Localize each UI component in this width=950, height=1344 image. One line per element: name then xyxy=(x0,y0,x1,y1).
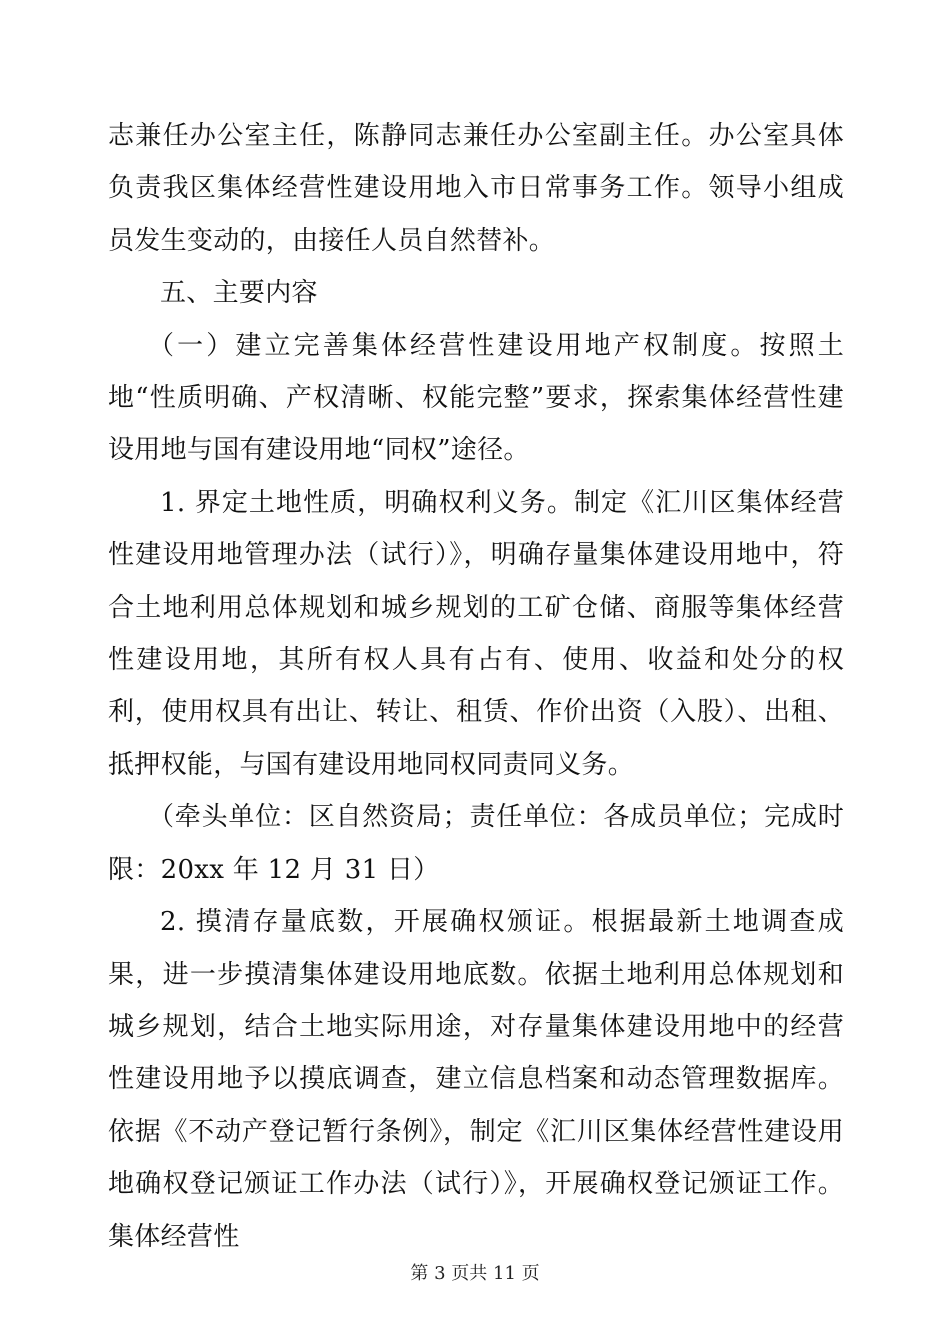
paragraph-item-1-land-nature: 1. 界定土地性质，明确权利义务。制定《汇川区集体经营性建设用地管理办法（试行）》，明确存量集体建设用地中，符合土地利用总体规划和城乡规划的工矿仓储、商服等集体经营性建设用地，其所有权人具有占有、使用、收益和处分的权利，使用权具有出让、转让、租赁、作价出资（入股）、出租、抵押权能，与国有建设用地同权同责同义务。 xyxy=(108,487,844,780)
document-body xyxy=(108,110,844,1263)
paragraph-office-continuation: 志兼任办公室主任，陈静同志兼任办公室副主任。办公室具体负责我区集体经营性建设用地入市日常事务工作。领导小组成员发生变动的，由接任人员自然替补。 xyxy=(108,121,844,256)
paragraph-item-1-responsibility: （牵头单位：区自然资局；责任单位：各成员单位；完成时限：20xx 年 12 月 31 日） xyxy=(108,802,844,885)
page-number-footer: 第 3 页共 11 页 xyxy=(410,1263,540,1284)
paragraph-item-2-stock-survey: 2. 摸清存量底数，开展确权颁证。根据最新土地调查成果，进一步摸清集体建设用地底数。依据土地利用总体规划和城乡规划，结合土地实际用途，对存量集体建设用地中的经营性建设用地予以摸底调查，建立信息档案和动态管理数据库。依据《不动产登记暂行条例》，制定《汇川区集体经营性建设用地确权登记颁证工作办法（试行）》，开展确权登记颁证工作。集体经营性 xyxy=(108,907,844,1252)
paragraph-property-rights-system: （一）建立完善集体经营性建设用地产权制度。按照土地“性质明确、产权清晰、权能完整”要求，探索集体经营性建设用地与国有建设用地“同权”途径。 xyxy=(108,330,844,466)
section-heading-main-content: 五、主要内容 xyxy=(160,278,318,309)
